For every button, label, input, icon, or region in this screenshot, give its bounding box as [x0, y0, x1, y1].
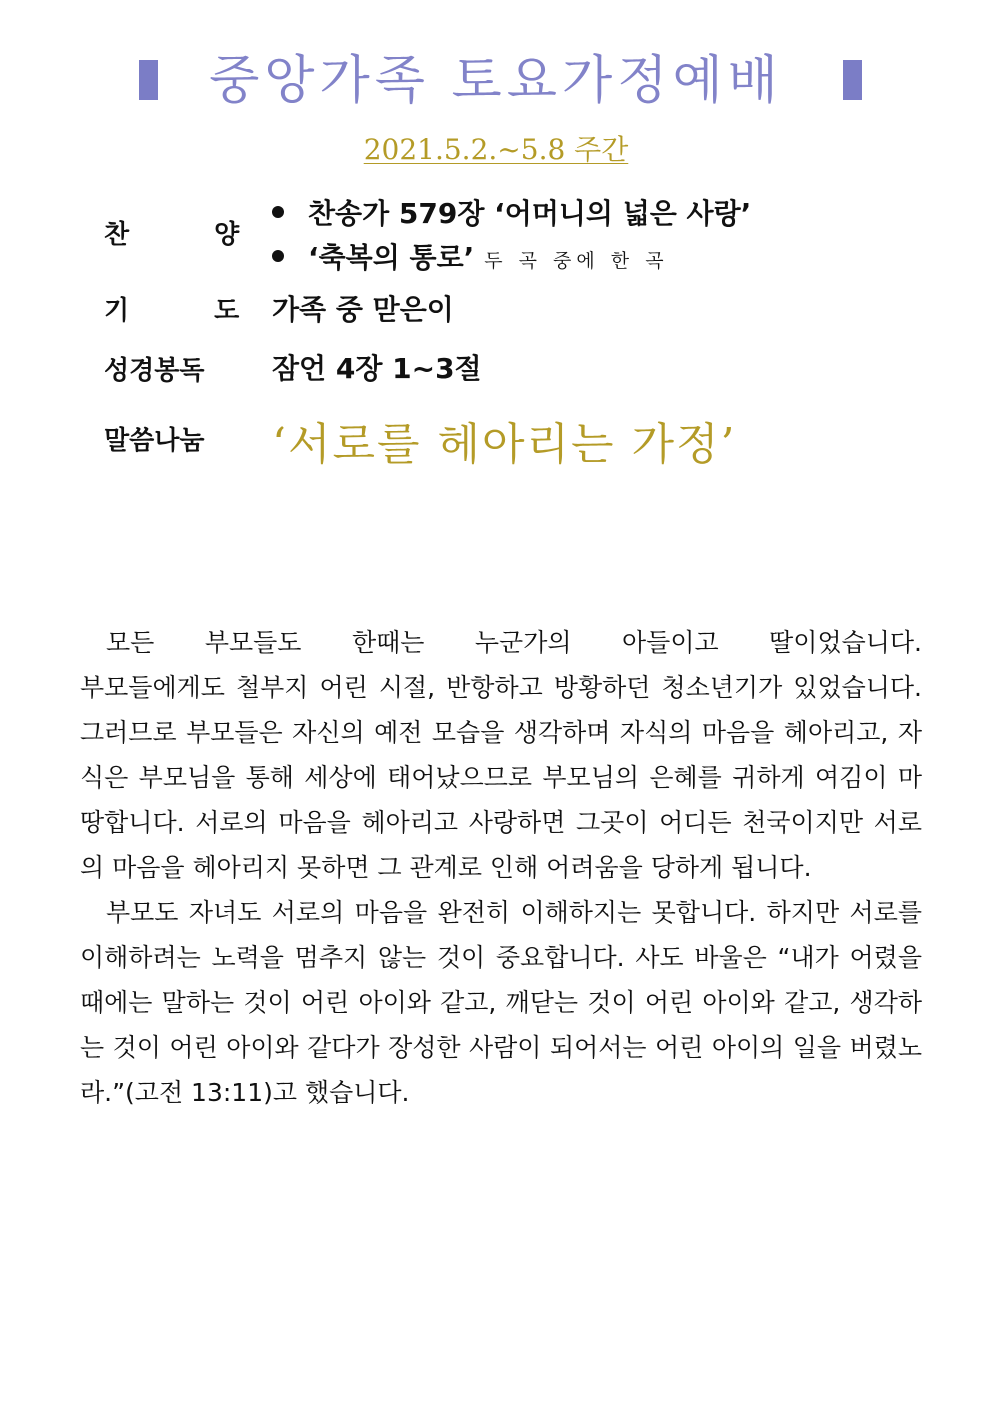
- hymn-line-2: [272, 236, 669, 276]
- sermon-label: 말씀나눔: [104, 426, 205, 456]
- hymn-label: 찬 양: [104, 220, 278, 250]
- body-text: [80, 620, 922, 1115]
- prayer-label: 기 도: [104, 296, 278, 326]
- title-row: [0, 46, 992, 116]
- reading-value: 잠언 4장 1~3절: [272, 352, 482, 385]
- hymn-line-2-title: ‘축복의 통로’: [308, 241, 475, 274]
- sermon-title: ‘서로를 헤아리는 가정’: [272, 419, 737, 470]
- paragraph-1-rest: 부모들에게도 철부지 어린 시절, 반항하고 방황하던 청소년기가 있었습니다. 그러므로 부모들은 자신의 예전 모습을 생각하며 자식의 마음을 헤아리고, 자식은 부모님을 통해 세상에 태어났으므로 부모님의 은혜를 귀하게 여김이 마땅합니다. 서로의 마음을 헤아리고 사랑하면 그곳이 어디든 천국이지만 서로의 마음을 헤아리지 못하면 그 관계로 인해 어려움을 당하게 됩니다.: [80, 673, 922, 882]
- paragraph-1-first-line: 모든 부모들도 한때는 누군가의 아들이고 딸이었습니다.: [106, 628, 922, 657]
- date-range-text: 2021.5.2.~5.8 주간: [363, 133, 629, 166]
- prayer-value: 가족 중 맏은이: [272, 293, 454, 326]
- page-title: 중앙가족 토요가정예배: [209, 51, 783, 111]
- bullet-icon: [272, 250, 284, 262]
- paragraph-2: 부모도 자녀도 서로의 마음을 완전히 이해하지는 못합니다. 하지만 서로를 이해하려는 노력을 멈추지 않는 것이 중요합니다. 사도 바울은 “내가 어렸을 때에는 말하는 것이 어린 아이와 같고, 깨닫는 것이 어린 아이와 같고, 생각하는 것이 어린 아이와 같다가 장성한 사람이 되어서는 어린 아이의 일을 버렸노라.”(고전 13:11)고 했습니다.: [80, 898, 922, 1107]
- hymn-line-1: [272, 192, 751, 232]
- hymn-line-1-text: 찬송가 579장 ‘어머니의 넓은 사랑’: [308, 197, 752, 230]
- title-bar-right-decoration: [843, 60, 862, 100]
- hymn-line-2-note: 두 곡 중에 한 곡: [484, 250, 669, 272]
- bullet-icon: [272, 206, 284, 218]
- date-range: [0, 130, 992, 170]
- reading-label: 성경봉독: [104, 356, 205, 386]
